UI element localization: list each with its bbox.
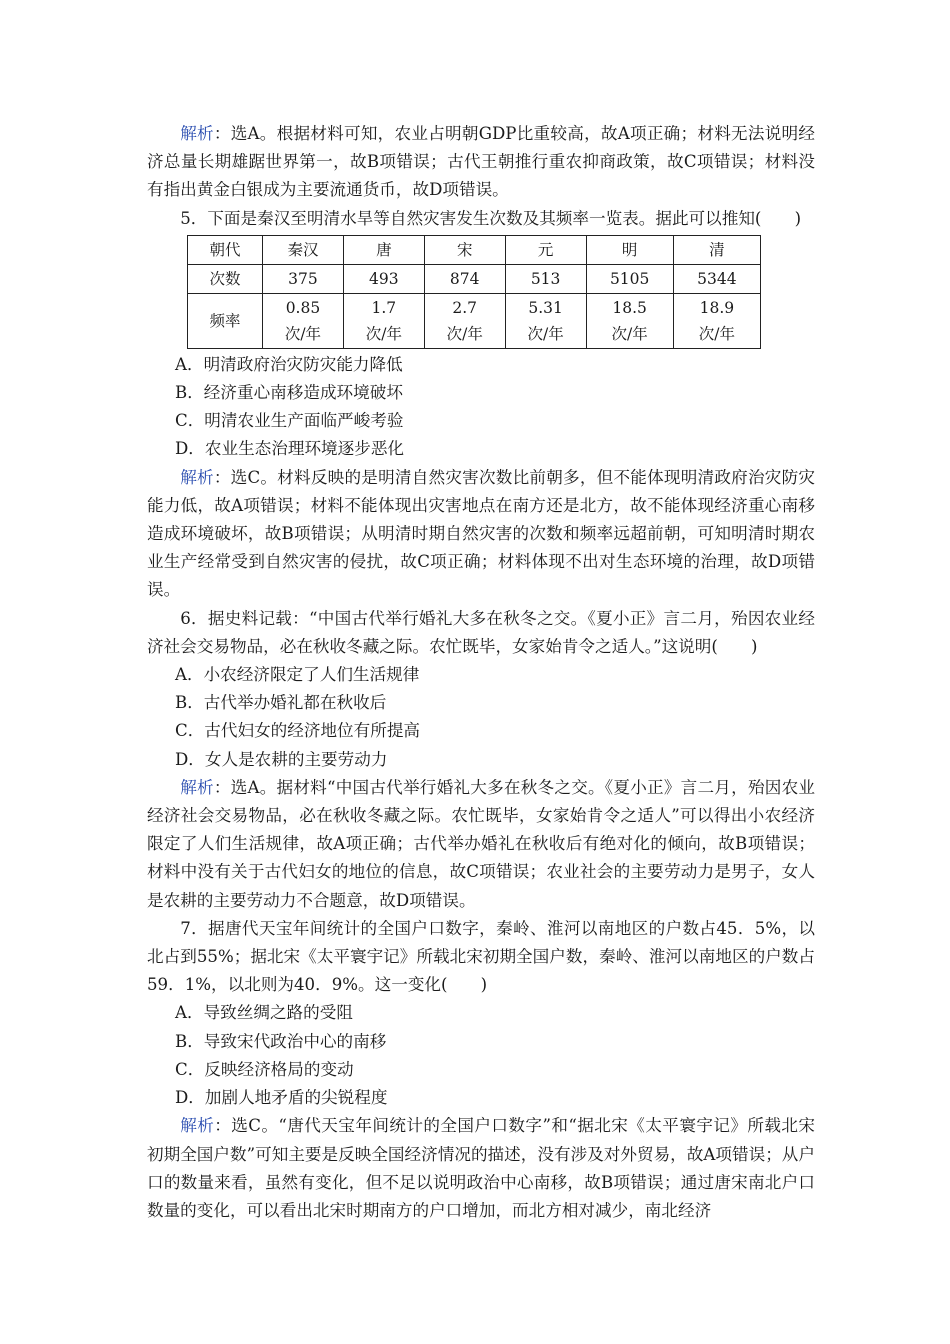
q4-analysis <box>147 120 815 205</box>
q5-analysis <box>147 464 815 605</box>
q6-option-a: A．小农经济限定了人们生活规律 <box>175 665 420 685</box>
analysis-label: 解析 <box>180 124 214 143</box>
q6-option-b: B．古代举办婚礼都在秋收后 <box>175 693 387 713</box>
q5-option-d: D．农业生态治理环境逐步恶化 <box>175 439 405 459</box>
analysis-text: ：选C。材料反映的是明清自然灾害次数比前朝多，但不能体现明清政府治灾防灾能力低，故A项错误；材料不能体现出灾害地点在南方还是北方，故不能体现经济重心南移造成环境破坏，故B项错误；从明清时期自然灾害的次数和频率远超前朝，可知明清时期农业生产经常受到自然灾害的侵扰，故C项正确；材料体现不出对生态环境的治理，故D项错误。 <box>147 467 816 600</box>
table-cell: 493 <box>343 264 424 293</box>
table-cell: 2.7 次/年 <box>424 293 505 348</box>
table-header-cell: 次数 <box>188 264 263 293</box>
q6-option-d: D．女人是农耕的主要劳动力 <box>175 749 388 769</box>
document-page <box>147 120 815 1225</box>
table-row <box>188 264 761 293</box>
analysis-text: ：选C。“唐代天宝年间统计的全国户口数字”和“据北宋《太平寰宇记》所载北宋初期全国户数”可知主要是反映全国经济情况的描述，没有涉及对外贸易，故A项错误；从户口的数量来看，虽然有变化，但不足以说明政治中心南移，故B项错误；通过唐宋南北户口数量的变化，可以看出北宋时期南方的户口增加，而北方相对减少，南北经济 <box>147 1116 815 1220</box>
table-cell: 18.5 次/年 <box>586 293 673 348</box>
q6-analysis <box>147 774 815 915</box>
analysis-text: ：选A。根据材料可知，农业占明朝GDP比重较高，故A项正确；材料无法说明经济总量长期雄踞世界第一，故B项错误；古代王朝推行重农抑商政策，故C项错误；材料没有指出黄金白银成为主要流通货币，故D项错误。 <box>147 124 815 200</box>
analysis-label: 解析 <box>180 467 214 487</box>
table-cell: 874 <box>424 264 505 293</box>
q7-stem: 7．据唐代天宝年间统计的全国户口数字，秦岭、淮河以南地区的户数占45．5%，以北占到55%；据北宋《太平寰宇记》所载北宋初期全国户数，秦岭、淮河以南地区的户数占59．1%，以北则为40．9%。这一变化( ) <box>147 918 815 995</box>
table-cell: 唐 <box>343 235 424 264</box>
table-header-cell: 朝代 <box>188 235 263 264</box>
analysis-label: 解析 <box>180 777 214 797</box>
q7-option-d: D．加剧人地矛盾的尖锐程度 <box>175 1088 388 1108</box>
table-cell: 0.85 次/年 <box>263 293 344 348</box>
table-cell: 秦汉 <box>263 235 344 264</box>
q7-analysis <box>147 1112 815 1225</box>
analysis-text: ：选A。据材料“中国古代举行婚礼大多在秋冬之交。《夏小正》言二月，殆因农业经济社会交易物品，必在秋收冬藏之际。农忙既毕，女家始肯令之适人”可以得出小农经济限定了人们生活规律，故A项正确；古代举办婚礼在秋收后有绝对化的倾向，故B项错误；材料中没有关于古代妇女的地位的信息，故C项错误；农业社会的主要劳动力是男子，女人是农耕的主要劳动力不合题意，故D项错误。 <box>147 777 816 910</box>
table-cell: 明 <box>586 235 673 264</box>
table-cell: 5105 <box>586 264 673 293</box>
table-cell: 宋 <box>424 235 505 264</box>
q7-option-a: A．导致丝绸之路的受阻 <box>175 1003 353 1023</box>
q5-stem: 5．下面是秦汉至明清水旱等自然灾害发生次数及其频率一览表。据此可以推知( ) <box>180 208 802 228</box>
q6-stem: 6．据史料记载：“中国古代举行婚礼大多在秋冬之交。《夏小正》言二月，殆因农业经济社会交易物品，必在秋收冬藏之际。农忙既毕，女家始肯令之适人。”这说明( ) <box>147 608 815 656</box>
q7-option-c: C．反映经济格局的变动 <box>175 1059 354 1079</box>
table-cell: 清 <box>673 235 760 264</box>
table-cell: 1.7 次/年 <box>343 293 424 348</box>
table-cell: 375 <box>263 264 344 293</box>
table-cell: 元 <box>505 235 586 264</box>
table-cell: 513 <box>505 264 586 293</box>
analysis-label: 解析 <box>180 1116 215 1136</box>
table-cell: 5.31 次/年 <box>505 293 586 348</box>
table-row <box>188 293 761 348</box>
table-cell: 5344 <box>673 264 760 293</box>
table-cell: 18.9 次/年 <box>673 293 760 348</box>
q6-option-c: C．古代妇女的经济地位有所提高 <box>175 721 421 741</box>
q5-option-a: A．明清政府治灾防灾能力降低 <box>175 354 403 374</box>
q5-option-b: B．经济重心南移造成环境破坏 <box>175 383 403 403</box>
disaster-table <box>187 235 761 349</box>
table-row <box>188 235 761 264</box>
q7-option-b: B．导致宋代政治中心的南移 <box>175 1031 387 1051</box>
q5-option-c: C．明清农业生产面临严峻考验 <box>175 411 404 431</box>
table-header-cell: 频率 <box>188 293 263 348</box>
